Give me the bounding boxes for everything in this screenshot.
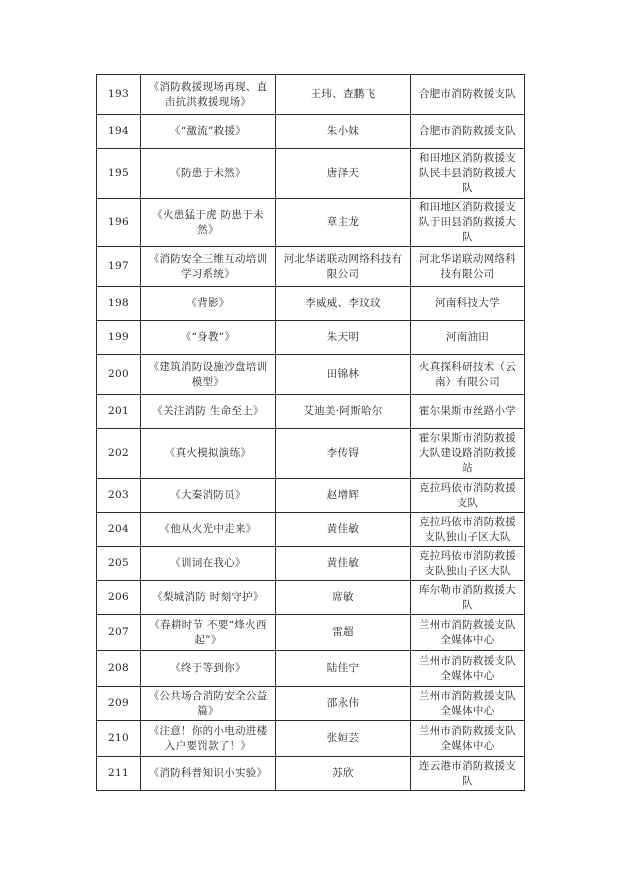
author-cell: 席敏 [276, 581, 411, 615]
table-row [97, 199, 525, 247]
table-row [97, 687, 525, 721]
row-number-cell: 200 [97, 355, 141, 395]
work-title-cell: 《训词在我心》 [141, 547, 276, 581]
row-number-cell: 195 [97, 149, 141, 199]
work-title-cell: 《他从火光中走来》 [141, 513, 276, 547]
author-cell: 唐泽天 [276, 149, 411, 199]
author-cell: 王玮、查鹏飞 [276, 75, 411, 115]
work-title-cell: 《“激流”救援》 [141, 115, 276, 149]
table-row [97, 395, 525, 429]
table-row [97, 581, 525, 615]
table-row [97, 547, 525, 581]
table-row [97, 479, 525, 513]
table-row [97, 429, 525, 479]
organization-cell: 合肥市消防救援支队 [411, 115, 525, 149]
author-cell: 雷超 [276, 615, 411, 651]
row-number-cell: 207 [97, 615, 141, 651]
author-cell: 邵永伟 [276, 687, 411, 721]
author-cell: 章主龙 [276, 199, 411, 247]
organization-cell: 克拉玛依市消防救援支队独山子区大队 [411, 547, 525, 581]
work-title-cell: 《公共场合消防安全公益篇》 [141, 687, 276, 721]
organization-cell: 河南科技大学 [411, 287, 525, 321]
work-title-cell: 《防患于未然》 [141, 149, 276, 199]
work-title-cell: 《关注消防 生命至上》 [141, 395, 276, 429]
table-row [97, 321, 525, 355]
table-row [97, 513, 525, 547]
organization-cell: 火真探科研技术（云南）有限公司 [411, 355, 525, 395]
author-cell: 苏欣 [276, 757, 411, 791]
row-number-cell: 199 [97, 321, 141, 355]
work-title-cell: 《消防安全三维互动培训学习系统》 [141, 247, 276, 287]
row-number-cell: 204 [97, 513, 141, 547]
author-cell: 李威威、李玟玟 [276, 287, 411, 321]
row-number-cell: 194 [97, 115, 141, 149]
organization-cell: 连云港市消防救援支队 [411, 757, 525, 791]
row-number-cell: 203 [97, 479, 141, 513]
work-title-cell: 《春耕时节 不要“烽火西起”》 [141, 615, 276, 651]
organization-cell: 克拉玛依市消防救援支队 [411, 479, 525, 513]
organization-cell: 河南油田 [411, 321, 525, 355]
organization-cell: 和田地区消防救援支队民丰县消防救援大队 [411, 149, 525, 199]
row-number-cell: 208 [97, 651, 141, 687]
row-number-cell: 197 [97, 247, 141, 287]
author-cell: 赵增辉 [276, 479, 411, 513]
award-list-page [96, 74, 524, 791]
organization-cell: 兰州市消防救援支队全媒体中心 [411, 651, 525, 687]
work-title-cell: 《注意！你的小电动进楼入户要罚款了！》 [141, 721, 276, 757]
row-number-cell: 196 [97, 199, 141, 247]
author-cell: 朱小妹 [276, 115, 411, 149]
work-title-cell: 《建筑消防设施沙盘培训模型》 [141, 355, 276, 395]
work-title-cell: 《梨城消防 时刻守护》 [141, 581, 276, 615]
row-number-cell: 205 [97, 547, 141, 581]
organization-cell: 和田地区消防救援支队于田县消防救援大队 [411, 199, 525, 247]
organization-cell: 霍尔果斯市消防救援大队建设路消防救援站 [411, 429, 525, 479]
table-row [97, 75, 525, 115]
row-number-cell: 201 [97, 395, 141, 429]
table-row [97, 651, 525, 687]
work-title-cell: 《真火模拟演练》 [141, 429, 276, 479]
table-row [97, 247, 525, 287]
row-number-cell: 206 [97, 581, 141, 615]
work-title-cell: 《消防科普知识小实验》 [141, 757, 276, 791]
table-row [97, 149, 525, 199]
table-row [97, 721, 525, 757]
author-cell: 张姮芸 [276, 721, 411, 757]
organization-cell: 兰州市消防救援支队全媒体中心 [411, 687, 525, 721]
organization-cell: 霍尔果斯市丝路小学 [411, 395, 525, 429]
row-number-cell: 210 [97, 721, 141, 757]
table-row [97, 287, 525, 321]
work-title-cell: 《“身教”》 [141, 321, 276, 355]
work-title-cell: 《背影》 [141, 287, 276, 321]
author-cell: 李传锝 [276, 429, 411, 479]
author-cell: 朱天明 [276, 321, 411, 355]
row-number-cell: 202 [97, 429, 141, 479]
table-row [97, 757, 525, 791]
table-row [97, 115, 525, 149]
row-number-cell: 211 [97, 757, 141, 791]
row-number-cell: 198 [97, 287, 141, 321]
work-title-cell: 《火患猛于虎 防患于未然》 [141, 199, 276, 247]
author-cell: 黄佳敏 [276, 513, 411, 547]
organization-cell: 兰州市消防救援支队全媒体中心 [411, 721, 525, 757]
organization-cell: 兰州市消防救援支队全媒体中心 [411, 615, 525, 651]
row-number-cell: 193 [97, 75, 141, 115]
award-list-table [96, 74, 525, 791]
work-title-cell: 《大秦消防员》 [141, 479, 276, 513]
table-row [97, 615, 525, 651]
author-cell: 艾迪美·阿斯哈尔 [276, 395, 411, 429]
author-cell: 河北华诺联动网络科技有限公司 [276, 247, 411, 287]
table-row [97, 355, 525, 395]
organization-cell: 河北华诺联动网络科技有限公司 [411, 247, 525, 287]
author-cell: 田锦林 [276, 355, 411, 395]
organization-cell: 克拉玛依市消防救援支队独山子区大队 [411, 513, 525, 547]
work-title-cell: 《消防救援现场再现、直击抗洪救援现场》 [141, 75, 276, 115]
award-list-body [97, 75, 525, 791]
row-number-cell: 209 [97, 687, 141, 721]
organization-cell: 合肥市消防救援支队 [411, 75, 525, 115]
author-cell: 陆佳宁 [276, 651, 411, 687]
organization-cell: 库尔勒市消防救援大队 [411, 581, 525, 615]
work-title-cell: 《终于等到你》 [141, 651, 276, 687]
author-cell: 黄佳敏 [276, 547, 411, 581]
